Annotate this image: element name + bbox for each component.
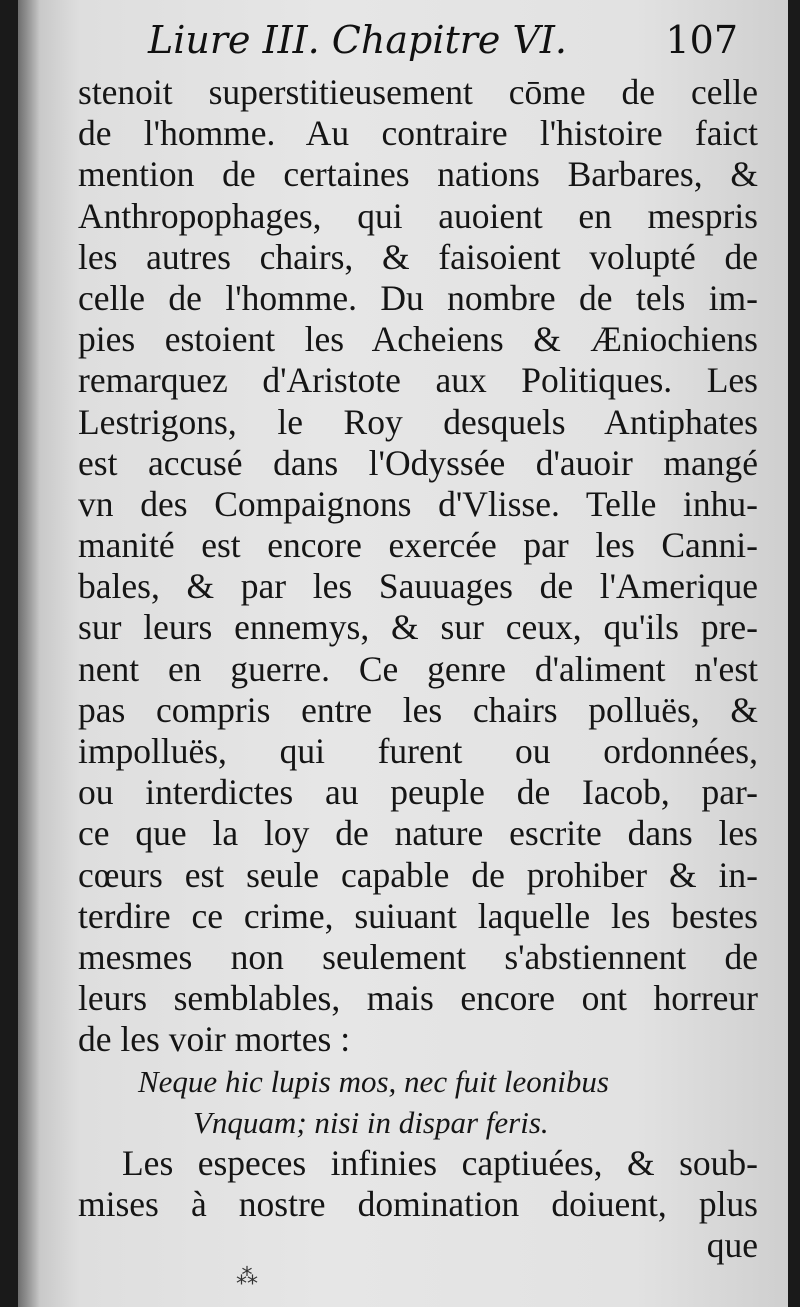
- text-line: est accusé dans l'Odyssée d'auoir mangé: [78, 442, 758, 483]
- verse-line: Neque hic lupis mos, nec fuit leonibus: [138, 1063, 609, 1099]
- text-line: mention de certaines nations Barbares, &: [78, 154, 758, 195]
- text-line: ou interdictes au peuple de Iacob, par-: [78, 772, 758, 813]
- page-number: 107: [665, 18, 738, 62]
- text-line: cœurs est seule capable de prohiber & in-: [78, 854, 758, 895]
- gutter-shadow: [18, 0, 40, 1307]
- text-line: pas compris entre les chairs polluës, &: [78, 689, 758, 730]
- text-line: Anthropophages, qui auoient en mespris: [78, 195, 758, 236]
- text-line: ce que la loy de nature escrite dans les: [78, 813, 758, 854]
- catchword: que: [706, 1225, 758, 1266]
- text-line: celle de l'homme. Du nombre de tels im-: [78, 277, 758, 318]
- text-line: bales, & par les Sauuages de l'Amerique: [78, 566, 758, 607]
- text-line: stenoit superstitieusement cōme de celle: [78, 72, 758, 112]
- text-line: manité est encore exercée par les Canni-: [78, 525, 758, 566]
- text-line: pies estoient les Acheiens & Æniochiens: [78, 319, 758, 360]
- text-line: mesmes non seulement s'abstiennent de: [78, 936, 758, 977]
- text-line: sur leurs ennemys, & sur ceux, qu'ils pre-: [78, 607, 758, 648]
- running-head-title: Liure III. Chapitre VI.: [148, 18, 568, 62]
- book-page: [18, 0, 788, 1307]
- text-line: de l'homme. Au contraire l'histoire faict: [78, 113, 758, 154]
- text-line: terdire ce crime, suiuant laquelle les bestes: [78, 895, 758, 936]
- text-line: Les especes infinies captiuées, & soub-: [122, 1142, 758, 1183]
- text-line: impolluës, qui furent ou ordonnées,: [78, 731, 758, 771]
- body-text: [78, 72, 758, 1266]
- printer-ornament: ⁂: [236, 1265, 258, 1290]
- text-line: mises à nostre domination doiuent, plus: [78, 1184, 758, 1225]
- text-line: vn des Compaignons d'Vlisse. Telle inhu-: [78, 483, 758, 524]
- text-line: de les voir mortes :: [78, 1019, 351, 1060]
- text-line: les autres chairs, & faisoient volupté de: [78, 236, 758, 277]
- text-line: nent en guerre. Ce genre d'aliment n'est: [78, 648, 758, 689]
- text-line: Lestrigons, le Roy desquels Antiphates: [78, 401, 758, 442]
- verse-line: Vnquam; nisi in dispar feris.: [193, 1104, 549, 1140]
- text-line: remarquez d'Aristote aux Politiques. Les: [78, 360, 758, 401]
- text-line: leurs semblables, mais encore ont horreur: [78, 978, 758, 1019]
- running-head: [148, 18, 768, 62]
